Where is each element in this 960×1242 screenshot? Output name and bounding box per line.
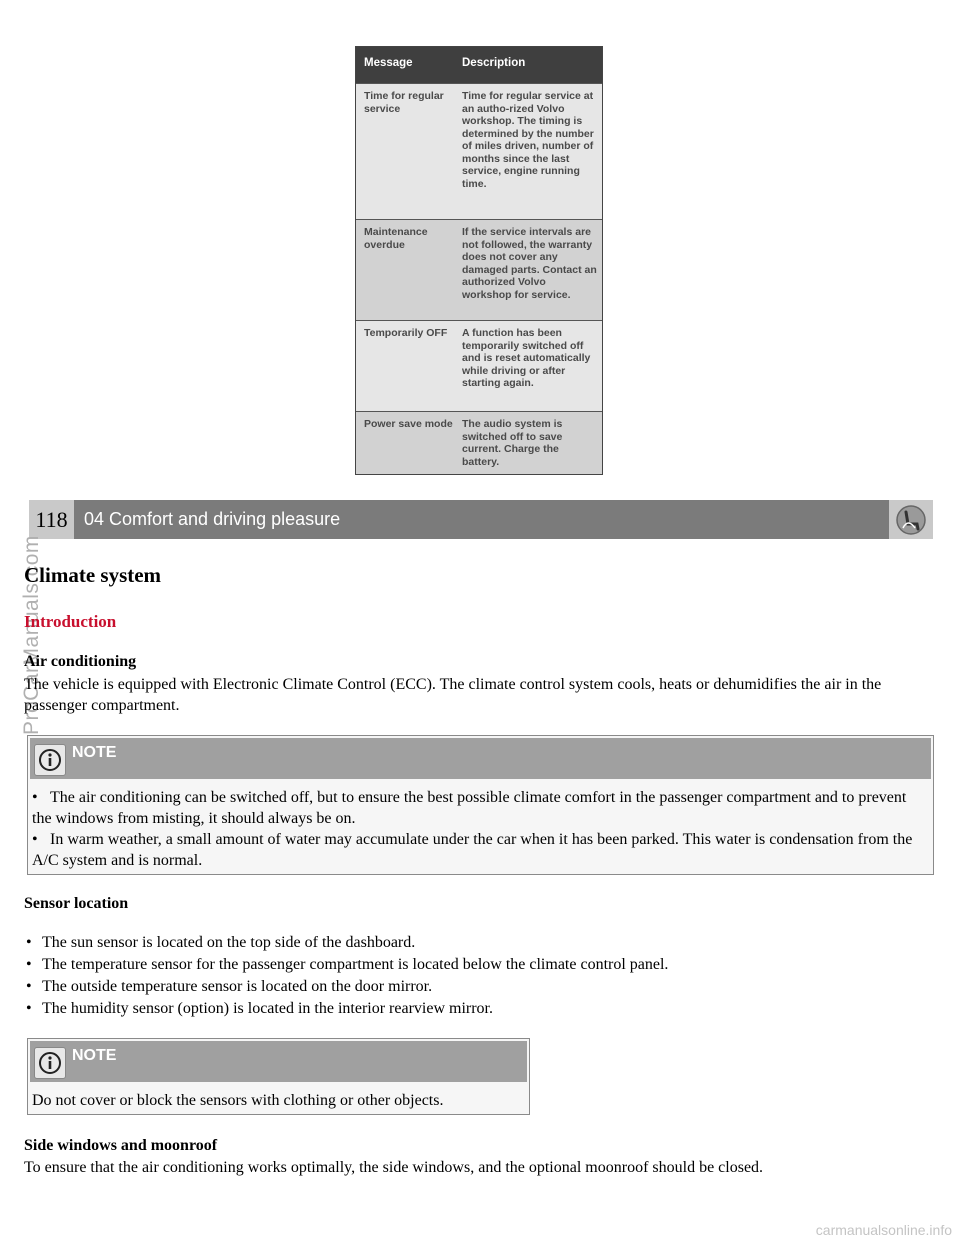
- row-description: The audio system is switched off to save current. Charge the battery.: [462, 418, 563, 468]
- list-item: • The outside temperature sensor is located on the door mirror.: [24, 976, 668, 998]
- side-windows-text: To ensure that the air conditioning works optimally, the side windows, and the optional moonroof should be closed.: [24, 1159, 764, 1176]
- note-title: NOTE: [72, 744, 117, 761]
- row-description: If the service intervals are not followed, the warranty does not cover any damaged parts. Contact an authorized Volvo workshop for service.: [462, 226, 597, 301]
- chapter-title: 04 Comfort and driving pleasure: [84, 509, 341, 529]
- info-icon: [34, 1047, 66, 1079]
- row-description: A function has been temporarily switched off and is reset automatically while driving or after starting again.: [462, 327, 591, 389]
- watermark: ProCarManuals.com: [20, 535, 43, 735]
- note-box: [27, 1038, 530, 1115]
- page-number: 118: [29, 500, 74, 539]
- page-title: Climate system: [24, 563, 162, 587]
- air-conditioning-heading: Air conditioning: [24, 653, 137, 670]
- note-item: • In warm weather, a small amount of water may accumulate under the car when it has been parked. This water is condensation from the A/C system and is normal.: [32, 829, 927, 871]
- table-header: [356, 47, 602, 83]
- chapter-bar: [29, 500, 933, 539]
- sensor-list: [24, 932, 668, 1020]
- footer-watermark: carmanualsonline.info: [815, 1222, 952, 1238]
- sensor-location-heading: Sensor location: [24, 895, 129, 912]
- side-windows-heading: Side windows and moonroof: [24, 1137, 218, 1154]
- note-item: • The air conditioning can be switched off, but to ensure the best possible climate comfort in the passenger compartment and to prevent the windows from misting, it should always be on.: [32, 787, 927, 829]
- note-header: [30, 1041, 527, 1082]
- note-header: [30, 738, 931, 779]
- row-message: Time for regular service: [364, 90, 444, 115]
- air-conditioning-text: The vehicle is equipped with Electronic Climate Control (ECC). The climate control system cools, heats or dehumidifies the air in the passenger compartment.: [24, 676, 882, 714]
- row-message: Temporarily OFF: [364, 327, 448, 339]
- note-title: NOTE: [72, 1047, 117, 1064]
- section-title: Introduction: [24, 612, 117, 631]
- header-description: Description: [462, 57, 526, 69]
- list-item: • The humidity sensor (option) is located in the interior rearview mirror.: [24, 998, 668, 1020]
- seat-icon: [889, 500, 933, 539]
- table-row: [356, 411, 602, 474]
- info-icon: [34, 744, 66, 776]
- table-row: [356, 320, 602, 411]
- table-row: [356, 219, 602, 320]
- row-message: Power save mode: [364, 418, 453, 430]
- note-body: Do not cover or block the sensors with clothing or other objects.: [32, 1092, 444, 1109]
- message-table: [355, 46, 603, 475]
- note-body: [28, 781, 933, 875]
- list-item: • The temperature sensor for the passenger compartment is located below the climate control panel.: [24, 954, 668, 976]
- header-message: Message: [364, 57, 413, 69]
- note-box: [27, 735, 934, 875]
- row-description: Time for regular service at an autho-rized Volvo workshop. The timing is determined by the number of miles driven, number of months since the last service, engine running time.: [462, 90, 594, 190]
- table-row: [356, 83, 602, 219]
- row-message: Maintenance overdue: [364, 226, 428, 251]
- list-item: • The sun sensor is located on the top side of the dashboard.: [24, 932, 668, 954]
